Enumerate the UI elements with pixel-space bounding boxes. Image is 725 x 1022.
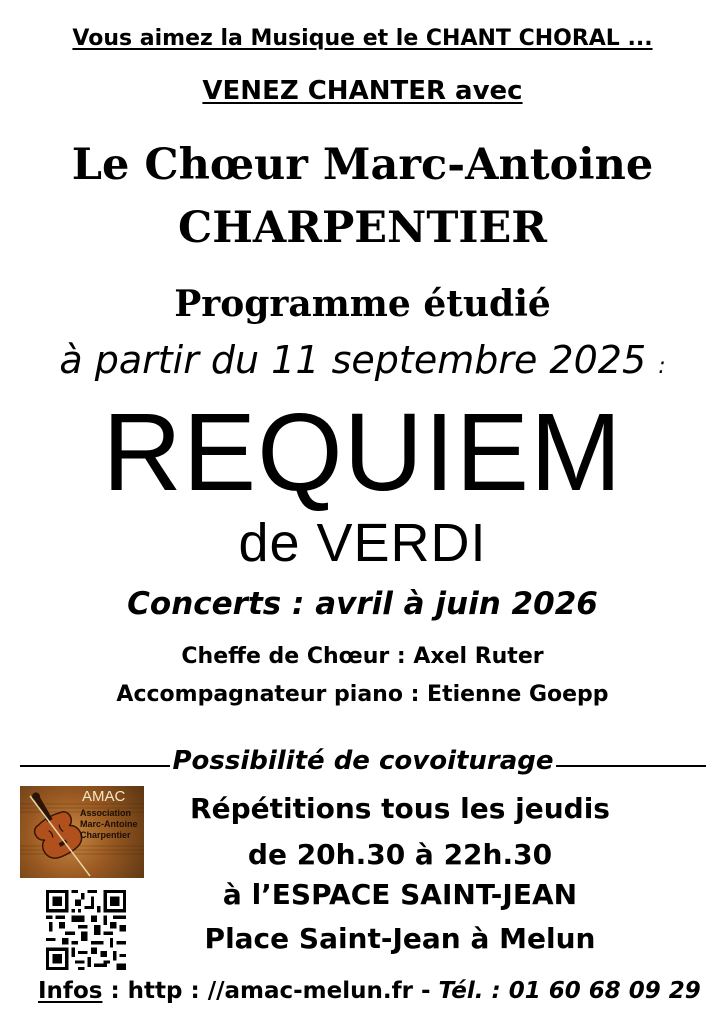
program-start bbox=[0, 338, 725, 382]
concerts-dates: Concerts : avril à juin 2026 bbox=[127, 586, 598, 622]
carpool-text: Possibilité de covoiturage bbox=[172, 746, 554, 776]
carpool-rule-left bbox=[20, 765, 170, 767]
infos-label: Infos bbox=[38, 978, 103, 1004]
rehearsal-address: Place Saint-Jean à Melun bbox=[204, 922, 596, 955]
logo-title: AMAC bbox=[82, 788, 126, 805]
logo-line2: Marc-Antoine bbox=[80, 819, 138, 829]
work-title: REQUIEM bbox=[102, 391, 623, 514]
footer-contact bbox=[38, 978, 701, 1004]
logo-line1: Association bbox=[80, 808, 132, 818]
rehearsal-days: Répétitions tous les jeudis bbox=[190, 792, 610, 825]
conductor: Cheffe de Chœur : Axel Ruter bbox=[181, 644, 544, 669]
program-start-text: à partir du 11 septembre 2025 bbox=[59, 338, 647, 382]
program-start-colon: : bbox=[658, 354, 666, 379]
carpool-rule-right bbox=[556, 765, 706, 767]
website-link[interactable]: : http : //amac-melun.fr - bbox=[102, 978, 439, 1004]
logo-line3: Charpentier bbox=[80, 830, 131, 840]
choir-name-line1: Le Chœur Marc-Antoine bbox=[71, 140, 654, 190]
phone-number[interactable]: Tél. : 01 60 68 09 29 bbox=[438, 978, 701, 1004]
amac-logo bbox=[20, 786, 144, 878]
program-label: Programme étudié bbox=[174, 283, 551, 325]
tagline: Vous aimez la Musique et le CHANT CHORAL ... bbox=[72, 26, 653, 51]
composer: de VERDI bbox=[238, 513, 487, 573]
carpool-banner bbox=[20, 736, 706, 776]
invite-heading: VENEZ CHANTER avec bbox=[202, 76, 523, 106]
pianist: Accompagnateur piano : Etienne Goepp bbox=[116, 682, 609, 707]
rehearsal-venue: à l’ESPACE SAINT-JEAN bbox=[222, 878, 578, 911]
choir-name-line2: CHARPENTIER bbox=[178, 203, 547, 253]
rehearsal-hours: de 20h.30 à 22h.30 bbox=[247, 838, 553, 871]
qr-code-icon bbox=[46, 890, 126, 970]
